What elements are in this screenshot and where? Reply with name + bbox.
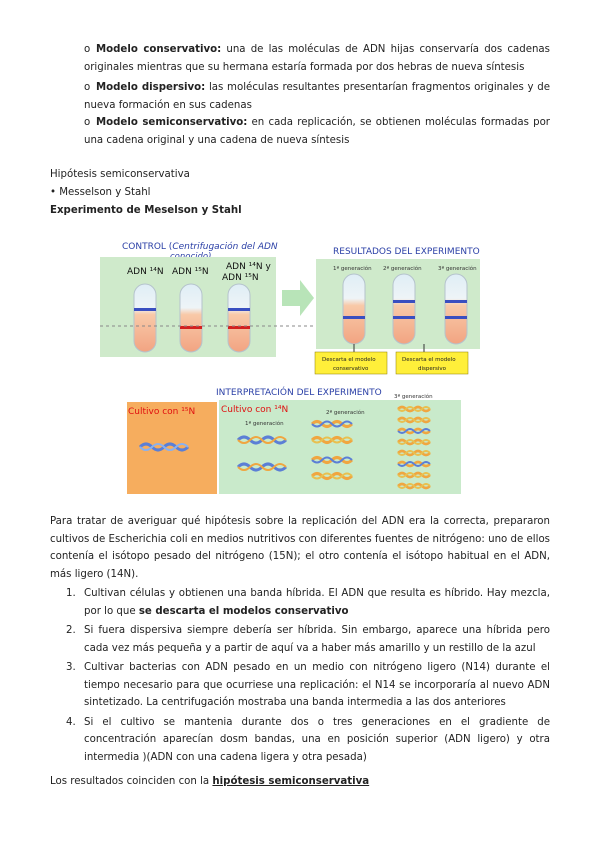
dna-band-hybrid	[393, 316, 415, 319]
model-dispersive	[84, 79, 550, 114]
dna-band-hybrid	[445, 316, 467, 319]
list-text: Cultivan células y obtienen una banda híbrida. El ADN que resulta es híbrido. Hay mezcla, por lo que	[84, 588, 550, 617]
dna-band-hybrid	[343, 316, 365, 319]
steps-list	[66, 585, 550, 768]
heading-hypothesis: Hipótesis semiconservativa	[50, 169, 190, 180]
control-title: CONTROL (Centrifugación del ADN	[122, 242, 278, 252]
model-semiconservative	[84, 114, 550, 149]
svg-text:dispersivo: dispersivo	[418, 366, 447, 372]
tube	[180, 284, 202, 352]
control-tubes	[134, 284, 250, 352]
conclusion-text: Los resultados coinciden con la	[50, 776, 213, 787]
culture-14n-label: Cultivo con ¹⁴N	[221, 405, 289, 415]
svg-text:3ª generación: 3ª generación	[394, 394, 433, 400]
tube	[228, 284, 250, 352]
conclusion-highlight: hipótesis semiconservativa	[212, 776, 370, 787]
list-number: 1.	[66, 588, 76, 599]
model-conservative	[84, 41, 550, 76]
right-arrow-icon	[282, 280, 314, 316]
model-bullet: o	[84, 44, 91, 55]
dna-band-light	[445, 300, 467, 303]
svg-text:Descarta el modelo: Descarta el modelo	[402, 357, 456, 363]
list-text: Cultivar bacterias con ADN pesado en un medio con nitrógeno ligero (N14) durante el tiempo necesario para que ocurriese una replicación: el N14 se incorporaría al nuevo ADN sintetizado. La centrifugación mostraba una banda intermedia a las dos anteriores	[84, 662, 550, 708]
gen-label: 1ª generación	[333, 266, 372, 272]
dna-band-light	[228, 308, 250, 311]
results-title: RESULTADOS DEL EXPERIMENTO	[333, 247, 480, 257]
list-number: 4.	[66, 716, 76, 728]
list-item	[66, 714, 550, 767]
model-description: en cada replicación, se obtienen moléculas formadas por una cadena original y una cadena de nueva síntesis	[84, 117, 550, 146]
bullet-authors: • Messelson y Stahl	[50, 187, 151, 198]
model-name: Modelo dispersivo:	[96, 82, 206, 93]
result-tubes	[343, 274, 467, 344]
list-number: 2.	[66, 625, 76, 636]
list-item	[66, 659, 550, 712]
dna-band-light	[393, 300, 415, 303]
conclusion	[50, 773, 369, 790]
culture-15n-label: Cultivo con ¹⁵N	[128, 407, 196, 417]
model-name: Modelo semiconservativo:	[96, 117, 248, 128]
gen-label: 3ª generación	[438, 266, 477, 272]
tube-label-15n: ADN ¹⁵N	[172, 267, 209, 277]
heading-experiment: Experimento de Meselson y Stahl	[50, 205, 242, 216]
tube	[134, 284, 156, 352]
svg-text:conservativo: conservativo	[333, 366, 369, 372]
list-bold: se descarta el modelos conservativo	[138, 605, 349, 617]
intro-paragraph: Para tratar de averiguar qué hipótesis sobre la replicación del ADN era la correcta, prepararon cultivos de Escherichia coli en medios nutritivos con diferentes fuentes de nitrógeno: uno de ellos contenía el isótopo pesado del nitrógeno (15N); el otro contenía el isótopo habitual en el ADN, más ligero (14N).	[50, 516, 550, 580]
experiment-figure	[0, 232, 600, 502]
list-text: Si el cultivo se mantenia durante dos o tres generaciones en el gradiente de concentración aparecían dosm bandas, una en posición superior (ADN ligero) y otra intermedia )(ADN con una cadena ligera y otra pesada)	[84, 716, 550, 763]
list-number: 3.	[66, 662, 76, 673]
dna-band-light	[134, 308, 156, 311]
interpretation-title: INTERPRETACIÓN DEL EXPERIMENTO	[216, 388, 382, 398]
model-bullet: o	[84, 82, 91, 93]
svg-text:Descarta el modelo: Descarta el modelo	[322, 357, 376, 363]
model-bullet: o	[84, 117, 91, 128]
model-name: Modelo conservativo:	[96, 44, 222, 55]
model-description: una de las moléculas de ADN hijas conservaría dos cadenas originales mientras que su hermana estaría formada por dos hebras de nueva síntesis	[84, 44, 550, 73]
list-item	[66, 585, 550, 620]
tube	[445, 274, 467, 344]
tube	[343, 274, 365, 344]
svg-text:1ª generación: 1ª generación	[245, 421, 284, 427]
tube-label-14n: ADN ¹⁴N	[127, 267, 164, 277]
svg-text:2ª generación: 2ª generación	[326, 410, 365, 416]
tube-label-mix-2: ADN ¹⁵N	[222, 273, 259, 283]
tube	[393, 274, 415, 344]
list-text: Si fuera dispersiva siempre debería ser híbrida. Sin embargo, aparece una híbrida pero cada vez más pequeña y a partir de aquí va a haber más amarillo y un restillo de la azul	[84, 625, 550, 654]
tube-label-mix: ADN ¹⁴N y	[226, 262, 271, 272]
model-description: las moléculas resultantes presentarían fragmentos originales y de nueva formación en sus cadenas	[84, 82, 550, 111]
list-item	[66, 622, 550, 657]
gen-label: 2ª generación	[383, 266, 422, 272]
